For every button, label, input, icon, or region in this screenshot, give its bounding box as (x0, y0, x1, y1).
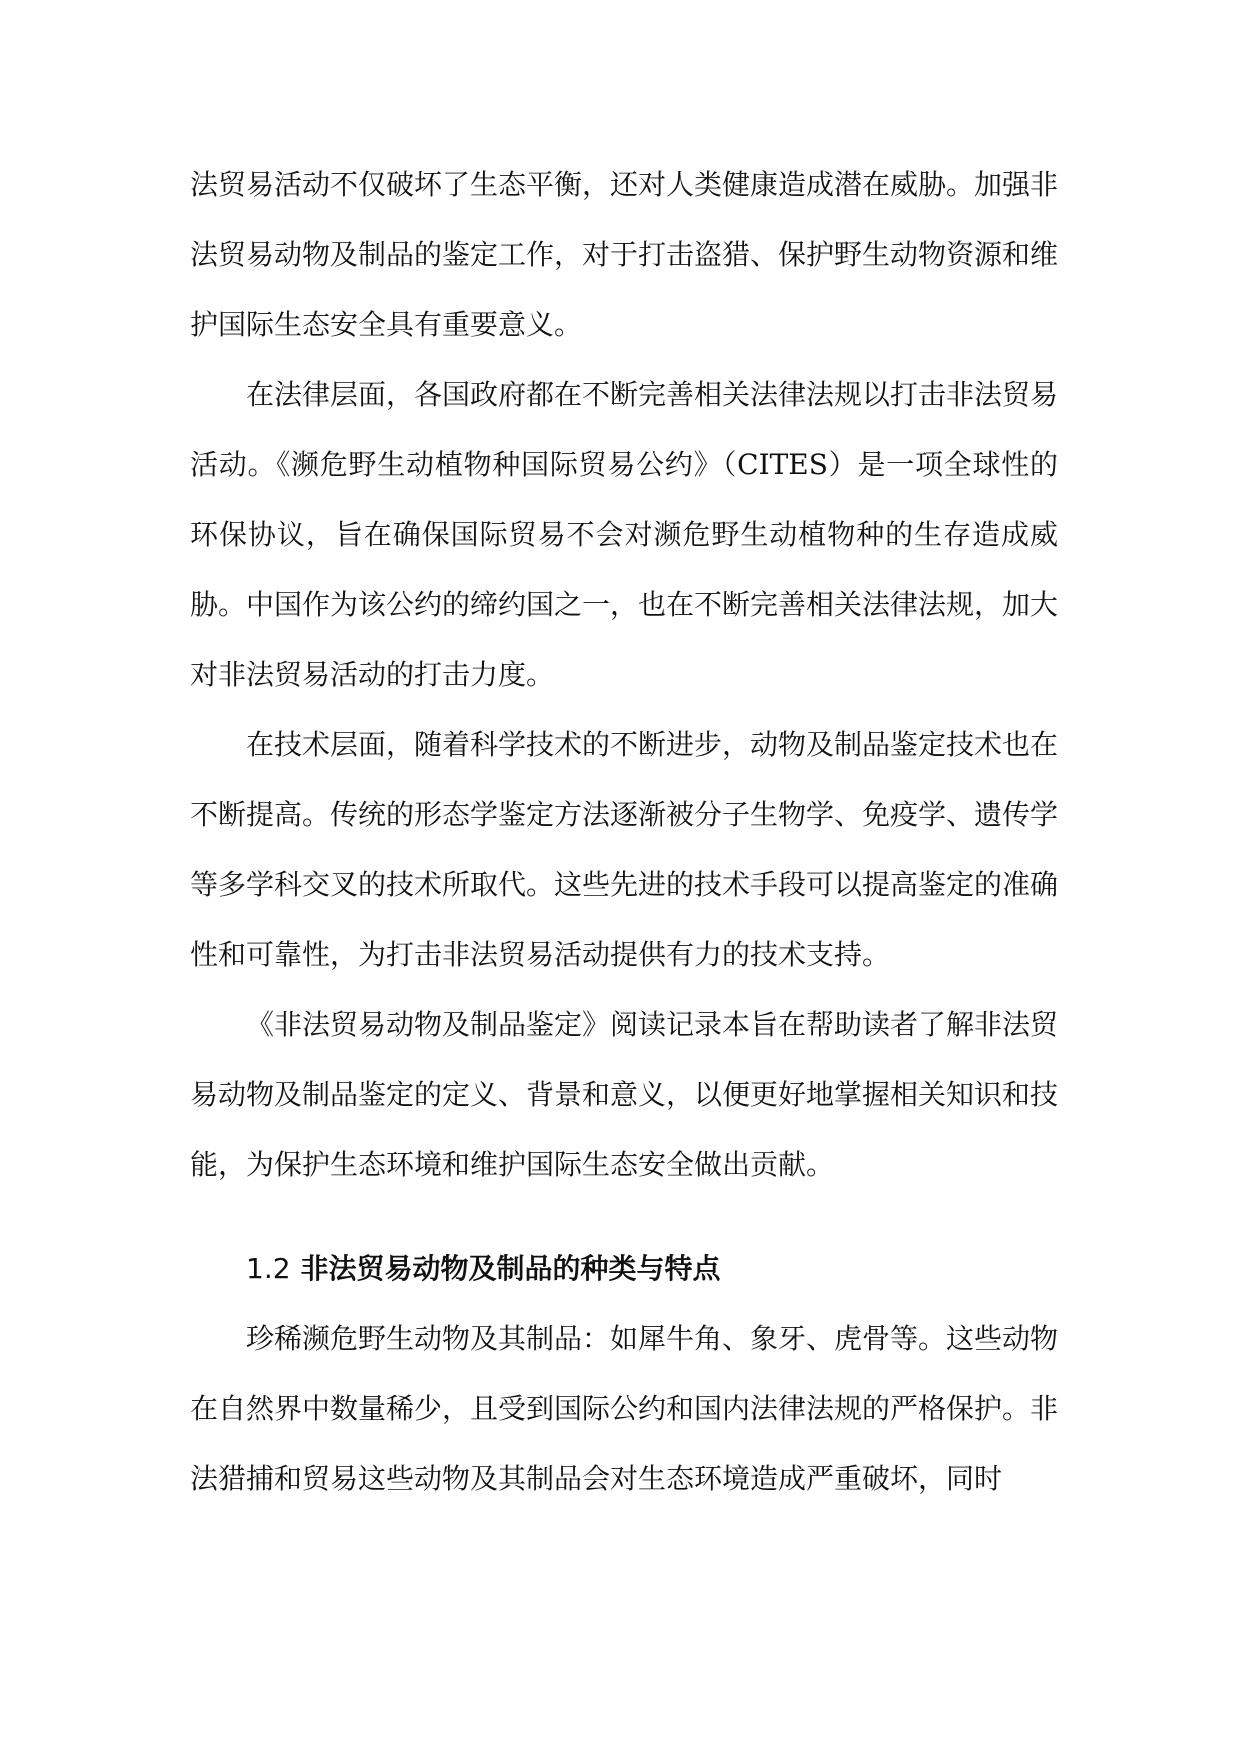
paragraph-continued: 法贸易活动不仅破坏了生态平衡，还对人类健康造成潜在威胁。加强非法贸易动物及制品的鉴定工作，对于打击盗猎、保护野生动物资源和维护国际生态安全具有重要意义。 (190, 168, 1059, 341)
paragraph-reading-record-purpose: 《非法贸易动物及制品鉴定》阅读记录本旨在帮助读者了解非法贸易动物及制品鉴定的定义、背景和意义，以便更好地掌握相关知识和技能，为保护生态环境和维护国际生态安全做出贡献。 (190, 1008, 1059, 1181)
paragraph-legal-aspect: 在法律层面，各国政府都在不断完善相关法律法规以打击非法贸易活动。《濒危野生动植物种国际贸易公约》（CITES）是一项全球性的环保协议，旨在确保国际贸易不会对濒危野生动植物种的生存造成威胁。中国作为该公约的缔约国之一，也在不断完善相关法律法规，加大对非法贸易活动的打击力度。 (190, 378, 1059, 691)
section-number: 1.2 (246, 1252, 291, 1285)
section-title: 非法贸易动物及制品的种类与特点 (300, 1252, 721, 1285)
paragraph-technical-aspect: 在技术层面，随着科学技术的不断进步，动物及制品鉴定技术也在不断提高。传统的形态学鉴定方法逐渐被分子生物学、免疫学、遗传学等多学科交叉的技术所取代。这些先进的技术手段可以提高鉴定的准确性和可靠性，为打击非法贸易活动提供有力的技术支持。 (190, 728, 1059, 971)
paragraph-endangered-species: 珍稀濒危野生动物及其制品：如犀牛角、象牙、虎骨等。这些动物在自然界中数量稀少，且受到国际公约和国内法律法规的严格保护。非法猎捕和贸易这些动物及其制品会对生态环境造成严重破坏，同时 (190, 1322, 1059, 1495)
document-body (190, 150, 1058, 1514)
section-heading (190, 1234, 1058, 1304)
